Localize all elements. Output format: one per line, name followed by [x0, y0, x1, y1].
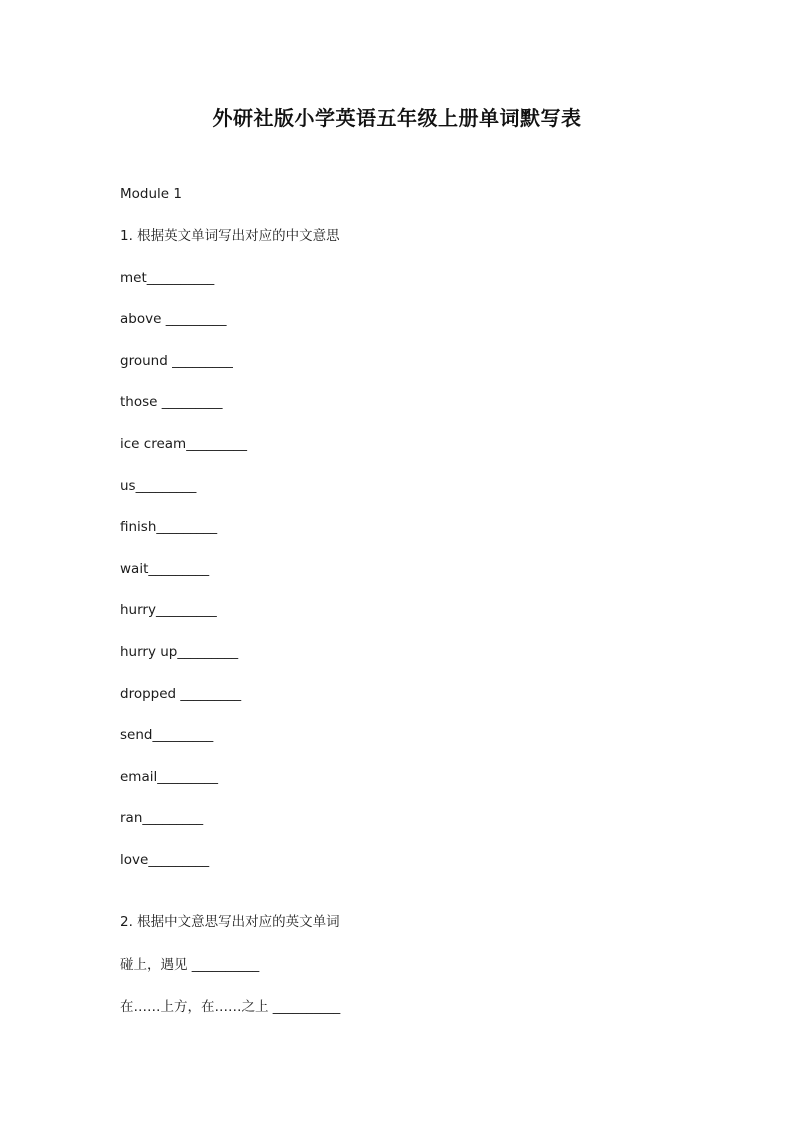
vocab-word: love	[120, 852, 149, 868]
vocab-word: wait	[120, 561, 149, 577]
answer-blank: _________	[135, 478, 197, 494]
list-item	[120, 393, 223, 411]
list-item	[120, 601, 217, 619]
answer-blank: _________	[156, 519, 218, 535]
vocab-word: ran	[120, 810, 143, 826]
section1-heading: 1. 根据英文单词写出对应的中文意思	[120, 228, 340, 244]
list-item	[120, 643, 238, 661]
answer-blank: _________	[161, 394, 223, 410]
answer-blank: __________	[146, 270, 215, 286]
list-item	[120, 998, 340, 1016]
answer-blank: _________	[180, 686, 242, 702]
list-item	[120, 269, 214, 287]
vocab-word: 在……上方，在……之上	[120, 999, 273, 1015]
vocab-word: email	[120, 769, 158, 785]
vocab-word: finish	[120, 519, 157, 535]
vocab-word: ice cream	[120, 436, 187, 452]
answer-blank: _________	[155, 602, 217, 618]
answer-blank: _________	[148, 561, 210, 577]
vocab-word: ground	[120, 353, 173, 369]
vocab-word: hurry	[120, 602, 156, 618]
vocab-word: met	[120, 270, 147, 286]
list-item	[120, 560, 209, 578]
answer-blank: _________	[165, 311, 227, 327]
answer-blank: _________	[157, 769, 218, 785]
answer-blank: __________	[272, 999, 341, 1015]
answer-blank: _________	[172, 353, 233, 369]
list-item	[120, 726, 213, 744]
list-item	[120, 851, 209, 869]
list-item	[120, 310, 226, 328]
vocab-word: dropped	[120, 686, 181, 702]
list-item	[120, 685, 241, 703]
vocab-word: 碰上，遇见	[120, 957, 192, 973]
list-item	[120, 352, 233, 370]
list-item	[120, 518, 217, 536]
vocab-word: above	[120, 311, 166, 327]
answer-blank: _________	[142, 810, 204, 826]
list-item	[120, 477, 196, 495]
answer-blank: _________	[177, 644, 239, 660]
list-item	[120, 768, 218, 786]
vocab-word: us	[120, 478, 136, 494]
answer-blank: __________	[191, 957, 260, 973]
list-item	[120, 809, 203, 827]
vocab-word: hurry up	[120, 644, 178, 660]
page-title: 外研社版小学英语五年级上册单词默写表	[212, 106, 582, 130]
vocab-word: those	[120, 394, 162, 410]
answer-blank: _________	[152, 727, 214, 743]
vocab-word: send	[120, 727, 153, 743]
list-item	[120, 435, 247, 453]
list-item	[120, 956, 259, 974]
section2-heading: 2. 根据中文意思写出对应的英文单词	[120, 914, 340, 930]
answer-blank: _________	[148, 852, 210, 868]
module-heading: Module 1	[120, 186, 182, 202]
answer-blank: _________	[186, 436, 247, 452]
